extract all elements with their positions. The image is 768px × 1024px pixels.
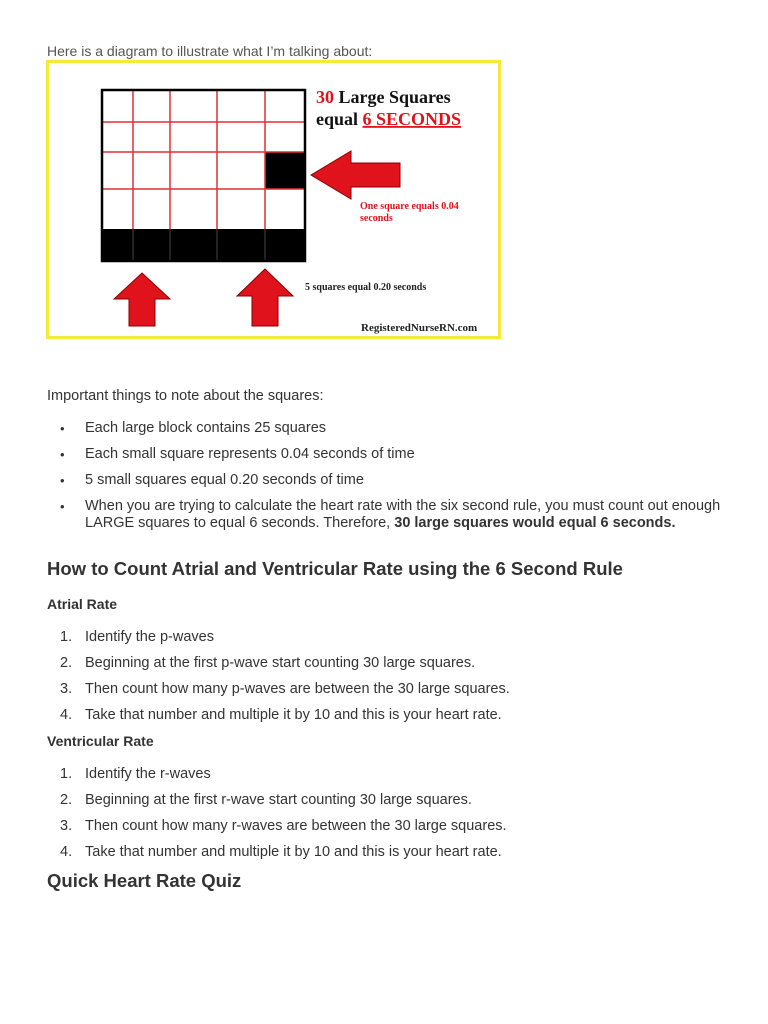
intro-text: Here is a diagram to illustrate what I’m talking about:	[47, 43, 373, 59]
notes-list	[47, 420, 727, 541]
list-item: • Each small square represents 0.04 seconds of time	[47, 446, 727, 463]
list-item: 3. Then count how many p-waves are between the 30 large squares.	[60, 681, 510, 697]
up-arrow-icon	[237, 269, 293, 326]
ecg-grid-diagram	[46, 60, 501, 339]
left-arrow-icon	[311, 151, 400, 199]
list-item: • 5 small squares equal 0.20 seconds of time	[47, 472, 727, 489]
up-arrow-icon	[114, 273, 170, 326]
notes-heading: Important things to note about the squares:	[47, 388, 324, 404]
list-item: • When you are trying to calculate the heart rate with the six second rule, you must count out enough LARGE squares to equal 6 seconds. Therefore, 30 large squares would equal 6 seconds.	[47, 498, 727, 532]
ventricular-steps	[47, 766, 727, 870]
five-squares-note: 5 squares equal 0.20 seconds	[305, 282, 427, 293]
watermark: RegisteredNurseRN.com	[361, 322, 478, 334]
list-item: 4. Take that number and multiple it by 10 and this is your heart rate.	[60, 707, 502, 723]
atrial-heading: Atrial Rate	[47, 596, 118, 612]
list-item: 4. Take that number and multiple it by 10 and this is your heart rate.	[60, 844, 502, 860]
list-item: 2. Beginning at the first r-wave start counting 30 large squares.	[60, 792, 472, 808]
highlighted-square	[265, 152, 305, 189]
quiz-heading: Quick Heart Rate Quiz	[47, 870, 242, 891]
list-item: 3. Then count how many r-waves are between the 30 large squares.	[60, 818, 507, 834]
atrial-steps	[47, 629, 727, 733]
list-item: 2. Beginning at the first p-wave start counting 30 large squares.	[60, 655, 476, 671]
ventricular-heading: Ventricular Rate	[47, 733, 154, 749]
one-square-note-line1: One square equals 0.04	[360, 201, 459, 212]
list-item: 1. Identify the r-waves	[60, 766, 211, 782]
figure-title-line2: equal 6 SECONDS	[316, 109, 462, 129]
list-item: 1. Identify the p-waves	[60, 629, 214, 645]
ecg-grid-svg	[49, 63, 498, 336]
section-heading: How to Count Atrial and Ventricular Rate using the 6 Second Rule	[47, 558, 623, 579]
list-item: • Each large block contains 25 squares	[47, 420, 727, 437]
black-bottom-row	[102, 229, 305, 261]
one-square-note-line2: seconds	[360, 213, 393, 224]
figure-title-line1: 30 Large Squares	[316, 87, 451, 107]
